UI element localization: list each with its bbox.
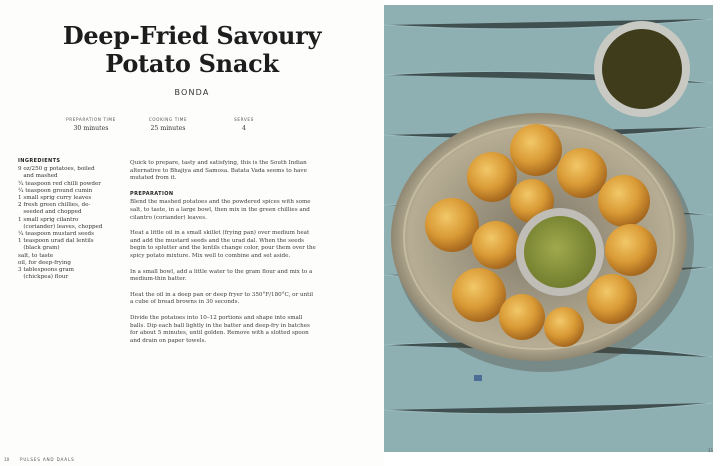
ingredient-line: 1 small sprig curry leaves (18, 195, 92, 202)
ingredient-line: seeded and chopped (18, 209, 82, 216)
step-paragraph: Heat the oil in a deep pan or deep fryer to 350°F/180°C, or until a cube of bread browns in 30 seconds. (130, 291, 313, 306)
meta-label: SERVES (234, 117, 254, 122)
meta-value: 4 (242, 125, 246, 132)
food-photo (384, 5, 713, 452)
ingredient-line: salt, to taste (18, 252, 54, 259)
ingredient-line: 3 tablespoons gram (18, 267, 74, 274)
running-head: PULSES AND DAALS (20, 457, 75, 462)
ingredient-line: ¼ teaspoon ground cumin (18, 187, 93, 194)
meta-value: 30 minutes (73, 125, 109, 132)
ingredient-line: 2 fresh green chillies, de- (18, 202, 91, 209)
meta-cooking-time (128, 117, 208, 132)
step-paragraph: Blend the mashed potatoes and the powdered spices with some salt, to taste, in a large bowl, then mix in the green chillies and cilantro (coriander) leaves. (130, 199, 311, 221)
ingredient-line: ¼ teaspoon mustard seeds (18, 231, 94, 238)
intro-paragraph: Quick to prepare, tasty and satisfying, this is the South Indian alternative to Bhajiya and Samosa. Batata Vada seems to have mutated from it. (130, 160, 307, 182)
ingredient-line: 1 small sprig cilantro (18, 216, 79, 223)
step-paragraph: In a small bowl, add a little water to the gram flour and mix to a medium-thin batter. (130, 268, 313, 283)
ingredient-line: oil, for deep-frying (18, 259, 71, 266)
ingredient-line: 1 teaspoon urad dal lentils (18, 238, 94, 245)
ingredients-list (18, 158, 120, 281)
meta-preparation-time (51, 117, 131, 132)
step-paragraph: Heat a little oil in a small skillet (frying pan) over medium heat and add the mustard seeds and the urad dal. When the seeds begin to splutter and the lentils change color, pour them over the spicy potato mixture. Mix well to combine and set aside. (130, 230, 316, 259)
method-text (130, 160, 318, 353)
title-line-1: Deep-Fried Savoury (62, 21, 322, 50)
recipe-title (10, 22, 374, 78)
ingredients-heading: INGREDIENTS (18, 158, 61, 164)
recipe-subtitle: BONDA (174, 88, 210, 97)
dark-chutney (602, 29, 682, 109)
meta-label: COOKING TIME (148, 117, 188, 122)
ingredient-line: and mashed (18, 173, 58, 180)
step-paragraph: Divide the potatoes into 10–12 portions and shape into small balls. Dip each ball lightly in the batter and deep-fry in batches for about 5 minutes, until golden. Remove with a slotted spoon and drain on paper towels. (130, 314, 310, 344)
ingredient-line: (chickpea) flour (18, 274, 69, 281)
preparation-heading: PREPARATION (130, 190, 174, 197)
ingredient-line: (black gram) (18, 245, 60, 252)
page-number-left: 10 (4, 457, 10, 462)
page-number-right: 11 (708, 448, 714, 453)
meta-value: 25 minutes (150, 125, 186, 132)
meta-serves (204, 117, 284, 132)
ingredient-line: ¼ teaspoon red chilli powder (18, 180, 101, 187)
ingredient-line: (coriander) leaves, chopped (18, 223, 103, 230)
green-chutney (524, 216, 596, 288)
meta-label: PREPARATION TIME (66, 117, 116, 122)
ingredient-line: 9 oz/250 g potatoes, boiled (18, 166, 95, 173)
title-line-2: Potato Snack (105, 49, 279, 78)
blue-accent (474, 375, 482, 381)
bonda-plate-illustration (384, 5, 713, 452)
